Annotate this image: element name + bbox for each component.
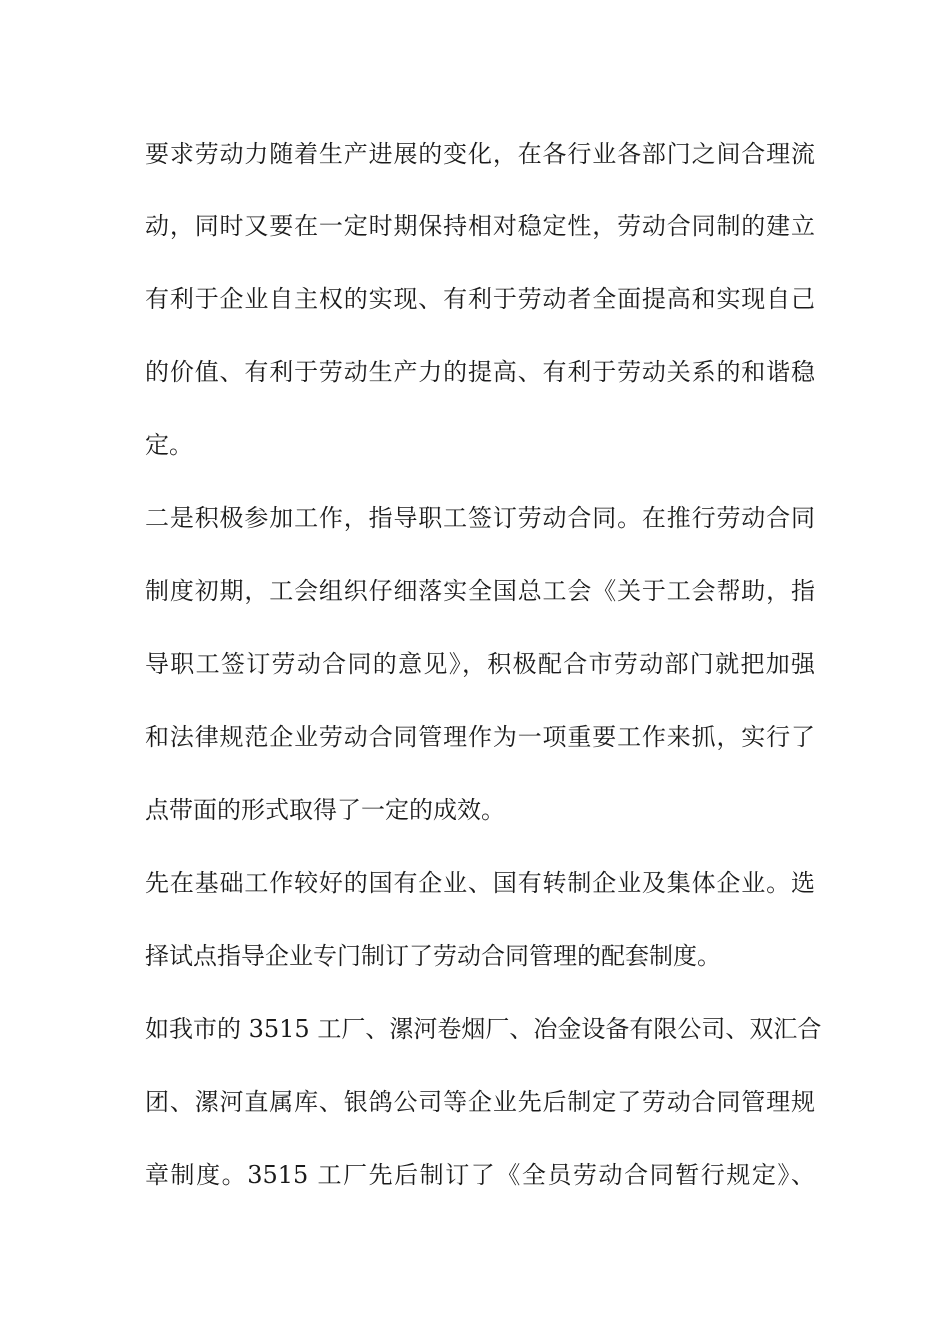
text-line: 二是积极参加工作，指导职工签订劳动合同。在推行劳动合同 xyxy=(145,504,815,532)
text-line: 动，同时又要在一定时期保持相对稳定性，劳动合同制的建立 xyxy=(145,212,815,240)
text-line: 点带面的形式取得了一定的成效。 xyxy=(145,796,505,824)
text-line: 定。 xyxy=(145,431,193,459)
text-line: 和法律规范企业劳动合同管理作为一项重要工作来抓，实行了 xyxy=(145,723,815,751)
text-line: 制度初期，工会组织仔细落实全国总工会《关于工会帮助，指 xyxy=(145,577,815,605)
text-line: 要求劳动力随着生产进展的变化，在各行业各部门之间合理流 xyxy=(145,140,815,168)
text-line: 先在基础工作较好的国有企业、国有转制企业及集体企业。选 xyxy=(145,869,815,897)
text-line: 有利于企业自主权的实现、有利于劳动者全面提高和实现自己 xyxy=(145,285,815,313)
text-line: 团、漯河直属库、银鸽公司等企业先后制定了劳动合同管理规 xyxy=(145,1088,815,1116)
text-line: 章制度。3515 工厂先后制订了《全员劳动合同暂行规定》、 xyxy=(145,1161,815,1189)
text-line: 导职工签订劳动合同的意见》，积极配合市劳动部门就把加强 xyxy=(145,650,815,678)
text-line: 的价值、有利于劳动生产力的提高、有利于劳动关系的和谐稳 xyxy=(145,358,815,386)
text-line: 择试点指导企业专门制订了劳动合同管理的配套制度。 xyxy=(145,942,721,970)
text-line: 如我市的 3515 工厂、漯河卷烟厂、冶金设备有限公司、双汇合 xyxy=(145,1015,822,1043)
